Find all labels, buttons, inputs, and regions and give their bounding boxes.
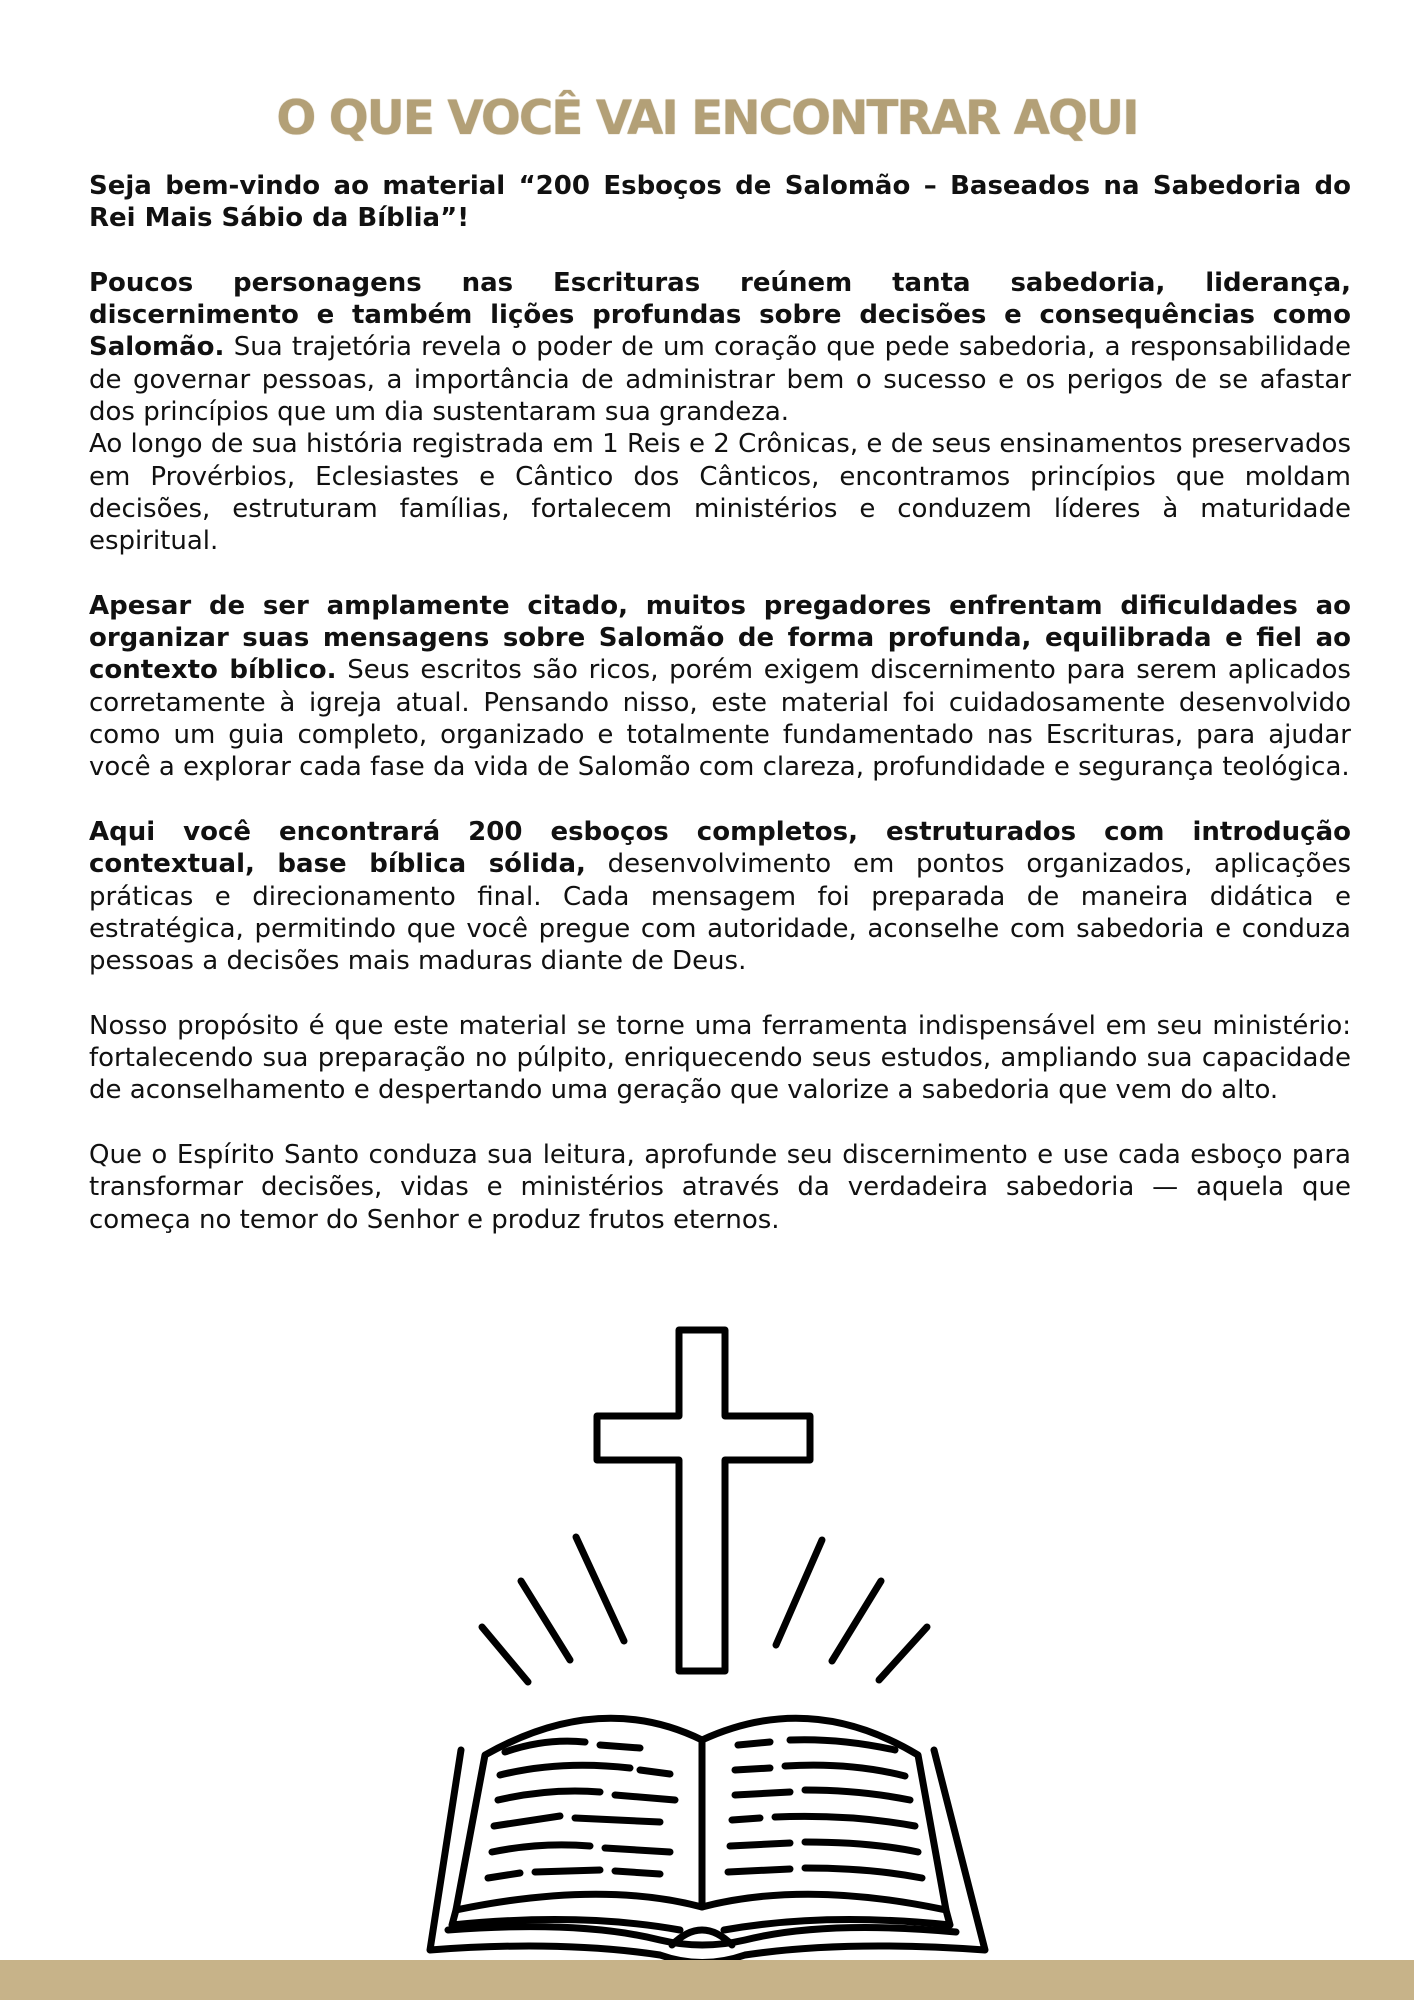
- footer-band: [0, 1960, 1414, 2000]
- light-ray: [832, 1581, 881, 1661]
- paragraph-bold-text: Poucos personagens nas Escrituras reúnem tanta sabedoria, liderança, discernimento e também lições profundas sobre decisões e consequências como Salomão.: [89, 267, 1351, 363]
- text-line: [735, 1765, 905, 1776]
- text-line: [728, 1868, 922, 1878]
- paragraph-bold-text: Seja bem-vindo ao material “200 Esboços de Salomão – Baseados na Sabedoria do Rei Mais Sábio da Bíblia”!: [89, 171, 1351, 234]
- page-title: O QUE VOCÊ VAI ENCONTRAR AQUI: [276, 91, 1138, 147]
- paragraph-salomao-intro: [89, 267, 1351, 428]
- text-line: [738, 1740, 895, 1750]
- text-line: [735, 1790, 910, 1800]
- cross-shape: [597, 1330, 810, 1671]
- paragraph-text: Seus escritos são ricos, porém exigem discernimento para serem aplicados corretamente à igreja atual. Pensando nisso, este material foi cuidadosamente desenvolvido como um guia completo, organizado e totalmente fundamentado nas Escrituras, para ajudar você a explorar cada fase da vida de Salomão com clareza, profundidade e segurança teológica.: [89, 655, 1351, 783]
- paragraph-text: Ao longo de sua história registrada em 1 Reis e 2 Crônicas, e de seus ensinamentos preservados em Provérbios, Eclesiastes e Cântico dos Cânticos, encontramos princípios que moldam decisões, estruturam famílias, fortalecem ministérios e conduzem líderes à maturidade espiritual.: [89, 429, 1351, 557]
- paragraph-text: Que o Espírito Santo conduza sua leitura, aprofunde seu discernimento e use cada esboço para transformar decisões, vidas e ministérios através da verdadeira sabedoria — aquela que começa no temor do Senhor e produz frutos eternos.: [89, 1139, 1351, 1235]
- paragraph-text: Nosso propósito é que este material se torne uma ferramenta indispensável em seu ministério: fortalecendo sua preparação no púlpito, enriquecendo seus estudos, ampliando sua capacidade de aconselhamento e despertando uma geração que valorize a sabedoria que vem do alto.: [89, 1010, 1351, 1106]
- text-line: [488, 1870, 660, 1878]
- paragraph-bold-text: Apesar de ser amplamente citado, muitos pregadores enfrentam dificuldades ao organizar suas mensagens sobre Salomão de forma profunda, equilibrada e fiel ao contexto bíblico.: [89, 590, 1351, 686]
- paragraph-dificuldades: [89, 590, 1351, 784]
- cross-over-open-bible-icon: [400, 1310, 1014, 1975]
- intro-text: [89, 170, 1351, 1236]
- paragraph-welcome: [89, 170, 1351, 235]
- text-line: [500, 1765, 670, 1775]
- paragraph-esbocos: [89, 816, 1351, 977]
- paragraph-bold-text: Aqui você encontrará 200 esboços completos, estruturados com introdução contextual, base bíblica sólida,: [89, 816, 1351, 880]
- text-line: [505, 1741, 640, 1752]
- light-ray: [521, 1581, 570, 1660]
- text-line: [732, 1816, 915, 1826]
- paragraph-text: desenvolvimento em pontos organizados, aplicações práticas e direcionamento final. Cada mensagem foi preparada de maneira didática e estratégica, permitindo que você pregue com autoridade, aconselhe com sabedoria e conduza pessoas a decisões mais maduras diante de Deus.: [89, 849, 1352, 977]
- text-line: [498, 1791, 675, 1800]
- light-ray: [879, 1627, 927, 1680]
- text-line: [492, 1845, 670, 1852]
- light-ray: [576, 1537, 624, 1641]
- text-line: [494, 1816, 660, 1826]
- book-left-page: [456, 1718, 702, 1910]
- paragraph-text: Sua trajetória revela o poder de um coração que pede sabedoria, a responsabilidade de governar pessoas, a importância de administrar bem o sucesso e os perigos de se afastar dos princípios que um dia sustentaram sua grandeza.: [89, 332, 1351, 428]
- paragraph-oracao: [89, 1139, 1351, 1236]
- light-ray: [776, 1540, 822, 1645]
- light-ray: [482, 1627, 528, 1682]
- paragraph-proposito: [89, 1010, 1351, 1107]
- text-line: [730, 1842, 918, 1852]
- paragraph-historia: [89, 428, 1351, 557]
